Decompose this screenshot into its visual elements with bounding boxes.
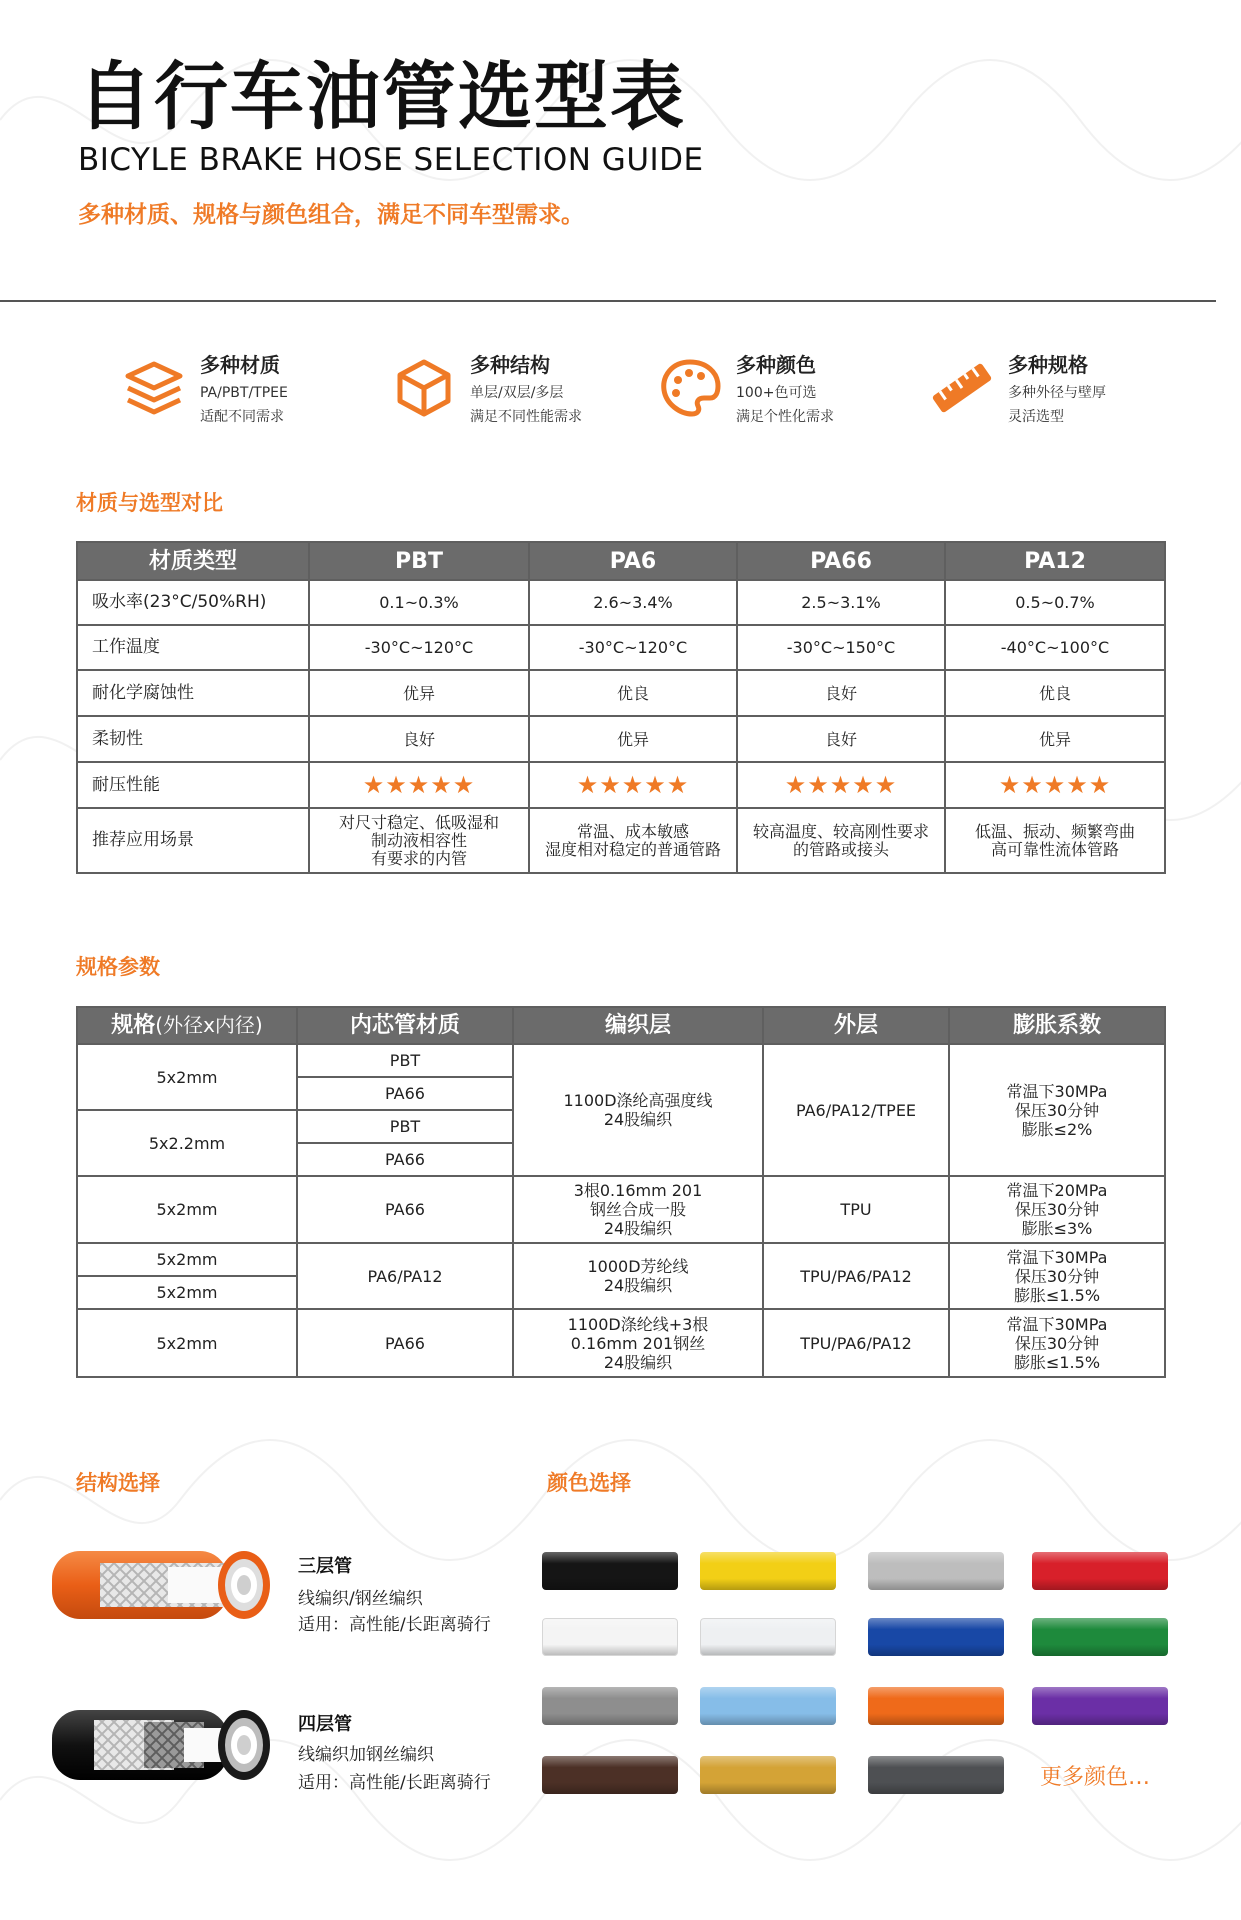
spec-header-note: (外径x内径) <box>155 1013 263 1037</box>
feature-line: 多种外径与壁厚 <box>1008 385 1106 401</box>
feature-title: 多种规格 <box>1008 353 1088 377</box>
table-cell: 优良 <box>529 670 737 716</box>
table-cell: 优异 <box>529 716 737 762</box>
color-swatch <box>700 1756 836 1794</box>
table-cell: 常温、成本敏感 湿度相对稳定的普通管路 <box>529 808 737 873</box>
expansion-cell: 常温下30MPa 保压30分钟 膨胀≤2% <box>949 1044 1165 1176</box>
color-swatch <box>700 1618 836 1656</box>
expansion-cell: 常温下20MPa 保压30分钟 膨胀≤3% <box>949 1176 1165 1243</box>
table-header: 外层 <box>763 1007 949 1044</box>
braid-cell: 1100D涤纶高强度线 24股编织 <box>513 1044 763 1176</box>
material-comparison-table <box>76 541 1166 874</box>
star-icons: ★★★★★ <box>784 771 898 799</box>
table-cell: 优良 <box>945 670 1165 716</box>
table-cell: 0.1~0.3% <box>309 580 529 625</box>
feature-specs <box>930 352 1150 432</box>
feature-line: 适配不同需求 <box>200 409 284 425</box>
structure-name: 三层管 <box>298 1556 352 1577</box>
feature-title: 多种结构 <box>470 353 550 377</box>
table-row <box>77 670 1165 716</box>
three-layer-hose-image <box>48 1545 276 1625</box>
palette-icon <box>658 356 722 420</box>
spec-header: 规格 <box>111 1013 156 1038</box>
table-row <box>77 1309 1165 1377</box>
outer-cell: TPU/PA6/PA12 <box>763 1243 949 1309</box>
row-label: 柔韧性 <box>77 716 309 762</box>
color-swatch <box>542 1618 678 1656</box>
table-row <box>77 1044 1165 1077</box>
row-label: 吸水率(23°C/50%RH) <box>77 580 309 625</box>
page-title: 自行车油管选型表 <box>78 54 686 140</box>
star-rating <box>945 762 1165 808</box>
row-label: 耐化学腐蚀性 <box>77 670 309 716</box>
feature-title: 多种材质 <box>200 353 280 377</box>
header-divider <box>0 300 1216 302</box>
color-swatch <box>868 1756 1004 1794</box>
core-cell: PBT <box>297 1044 513 1077</box>
four-layer-hose-image <box>48 1704 276 1786</box>
table-row <box>77 762 1165 808</box>
row-label: 耐压性能 <box>77 762 309 808</box>
outer-cell: TPU/PA6/PA12 <box>763 1309 949 1377</box>
core-cell: PA66 <box>297 1143 513 1176</box>
braid-cell: 3根0.16mm 201 钢丝合成一股 24股编织 <box>513 1176 763 1243</box>
feature-line: 100+色可选 <box>736 385 817 401</box>
table-header-row <box>77 542 1165 580</box>
core-cell: PA66 <box>297 1176 513 1243</box>
table-header: 编织层 <box>513 1007 763 1044</box>
table-header: PBT <box>309 542 529 580</box>
table-cell: 较高温度、较高刚性要求 的管路或接头 <box>737 808 945 873</box>
spec-cell: 5x2mm <box>77 1044 297 1110</box>
star-rating <box>309 762 529 808</box>
table-header: 膨胀系数 <box>949 1007 1165 1044</box>
feature-structures <box>392 352 612 432</box>
table-cell: -40°C~100°C <box>945 625 1165 670</box>
table-cell: -30°C~120°C <box>529 625 737 670</box>
expansion-cell: 常温下30MPa 保压30分钟 膨胀≤1.5% <box>949 1243 1165 1309</box>
braid-cell: 1000D芳纶线 24股编织 <box>513 1243 763 1309</box>
color-section-title: 颜色选择 <box>547 1471 631 1495</box>
table-row <box>77 1243 1165 1276</box>
table-header: PA6 <box>529 542 737 580</box>
feature-line: 单层/双层/多层 <box>470 385 564 401</box>
table-cell: 2.5~3.1% <box>737 580 945 625</box>
feature-line: 满足不同性能需求 <box>470 409 582 425</box>
table-row <box>77 625 1165 670</box>
table-cell: 良好 <box>737 716 945 762</box>
table-header: 材质类型 <box>77 542 309 580</box>
feature-materials <box>122 352 322 432</box>
structure-description: 线编织/钢丝编织 <box>298 1589 423 1609</box>
table-cell: 0.5~0.7% <box>945 580 1165 625</box>
ruler-icon <box>930 356 994 420</box>
color-swatch <box>542 1756 678 1794</box>
spec-cell: 5x2.2mm <box>77 1110 297 1176</box>
color-swatch <box>542 1687 678 1725</box>
spec-section-title: 规格参数 <box>76 955 160 979</box>
color-swatch <box>700 1687 836 1725</box>
table-cell: 2.6~3.4% <box>529 580 737 625</box>
star-icons: ★★★★★ <box>998 771 1112 799</box>
table-cell: 低温、振动、频繁弯曲 高可靠性流体管路 <box>945 808 1165 873</box>
table-header-row <box>77 1007 1165 1044</box>
structure-section-title: 结构选择 <box>76 1471 160 1495</box>
table-header: PA12 <box>945 542 1165 580</box>
table-row <box>77 808 1165 873</box>
spec-cell: 5x2mm <box>77 1176 297 1243</box>
core-cell: PA66 <box>297 1309 513 1377</box>
table-cell: -30°C~120°C <box>309 625 529 670</box>
color-swatch <box>700 1552 836 1590</box>
row-label: 工作温度 <box>77 625 309 670</box>
color-swatch <box>868 1552 1004 1590</box>
spec-cell: 5x2mm <box>77 1276 297 1309</box>
table-row <box>77 580 1165 625</box>
structure-usage: 适用：高性能/长距离骑行 <box>298 1615 491 1635</box>
color-swatch <box>542 1552 678 1590</box>
page-subtitle: 多种材质、规格与颜色组合，满足不同车型需求。 <box>78 202 584 228</box>
structure-name: 四层管 <box>298 1714 352 1735</box>
color-swatch <box>868 1618 1004 1656</box>
more-colors-link[interactable]: 更多颜色… <box>1040 1765 1151 1790</box>
table-header: PA66 <box>737 542 945 580</box>
row-label: 推荐应用场景 <box>77 808 309 873</box>
table-row <box>77 1176 1165 1243</box>
braid-cell: 1100D涤纶线+3根 0.16mm 201钢丝 24股编织 <box>513 1309 763 1377</box>
table-cell: 对尺寸稳定、低吸湿和 制动液相容性 有要求的内管 <box>309 808 529 873</box>
table-cell: 优异 <box>309 670 529 716</box>
expansion-cell: 常温下30MPa 保压30分钟 膨胀≤1.5% <box>949 1309 1165 1377</box>
color-swatch <box>1032 1552 1168 1590</box>
page-title-english: BICYLE BRAKE HOSE SELECTION GUIDE <box>78 142 704 178</box>
outer-cell: PA6/PA12/TPEE <box>763 1044 949 1176</box>
core-cell: PA66 <box>297 1077 513 1110</box>
feature-colors <box>658 352 878 432</box>
star-icons: ★★★★★ <box>576 771 690 799</box>
color-swatch <box>868 1687 1004 1725</box>
feature-line: 灵活选型 <box>1008 409 1064 425</box>
cube-icon <box>392 356 456 420</box>
table-cell: -30°C~150°C <box>737 625 945 670</box>
structure-usage: 适用：高性能/长距离骑行 <box>298 1773 491 1793</box>
star-rating <box>737 762 945 808</box>
star-rating <box>529 762 737 808</box>
table-row <box>77 716 1165 762</box>
spec-cell: 5x2mm <box>77 1243 297 1276</box>
core-cell: PA6/PA12 <box>297 1243 513 1309</box>
table-header: 内芯管材质 <box>297 1007 513 1044</box>
table-header <box>77 1007 297 1044</box>
feature-line: PA/PBT/TPEE <box>200 385 288 401</box>
table-cell: 良好 <box>737 670 945 716</box>
feature-title: 多种颜色 <box>736 353 816 377</box>
spec-cell: 5x2mm <box>77 1309 297 1377</box>
color-swatch <box>1032 1618 1168 1656</box>
layers-icon <box>122 356 186 420</box>
outer-cell: TPU <box>763 1176 949 1243</box>
material-section-title: 材质与选型对比 <box>76 491 223 515</box>
spec-parameter-table <box>76 1006 1166 1378</box>
core-cell: PBT <box>297 1110 513 1143</box>
table-cell: 良好 <box>309 716 529 762</box>
table-cell: 优异 <box>945 716 1165 762</box>
color-swatch <box>1032 1687 1168 1725</box>
star-icons: ★★★★★ <box>362 771 476 799</box>
structure-description: 线编织加钢丝编织 <box>298 1745 434 1765</box>
feature-line: 满足个性化需求 <box>736 409 834 425</box>
